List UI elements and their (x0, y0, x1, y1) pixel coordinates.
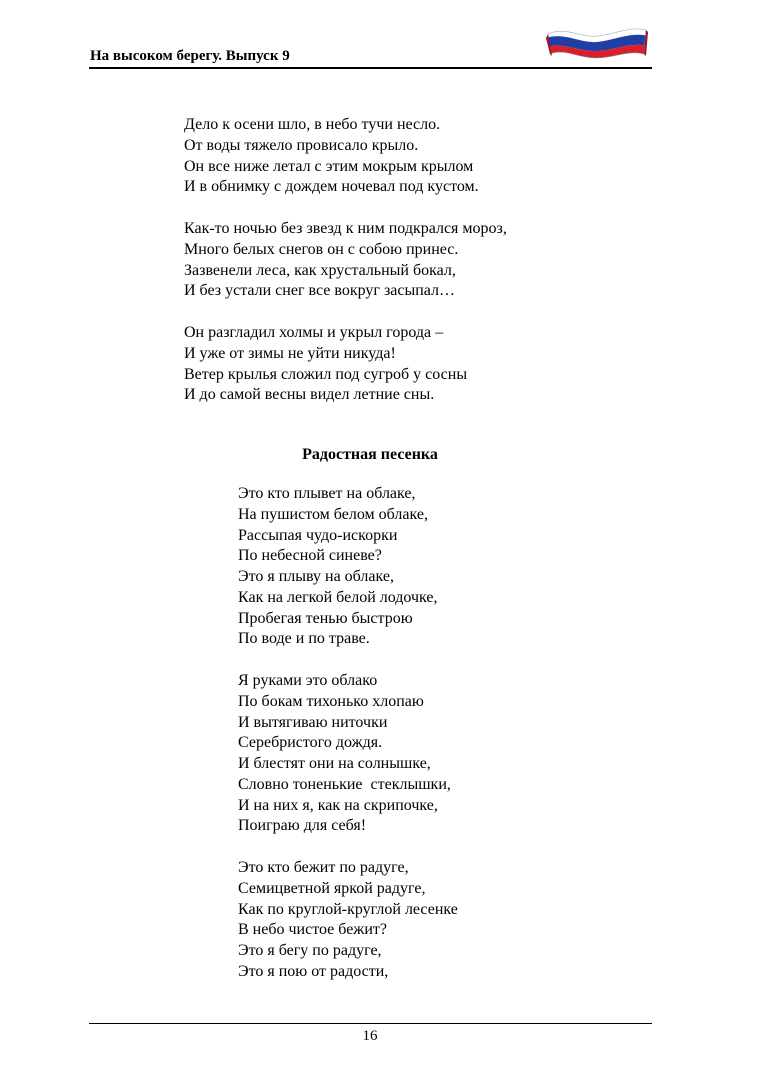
verse-line: Это кто плывет на облаке, (238, 485, 416, 502)
poem-top (184, 115, 507, 406)
verse-line: И до самой весны видел летние сны. (184, 386, 435, 404)
verse-line: Это я плыву на облаке, (238, 568, 394, 585)
verse-line: От воды тяжело провисало крыло. (184, 136, 419, 154)
verse-line: По воде и по траве. (238, 630, 370, 648)
verse-line: И в обнимку с дождем ночевал под кустом. (184, 178, 479, 196)
stanza (238, 484, 458, 650)
verse-line: Как по круглой-круглой лесенке (238, 900, 458, 918)
verse-line: И уже от зимы не уйти никуда! (184, 344, 396, 362)
verse-line: Ветер крылья сложил под сугроб у сосны (184, 365, 468, 383)
poem-song (238, 484, 458, 983)
verse-line: Много белых снегов он с собою принес. (184, 240, 459, 258)
verse-line: Это я бегу по радуге, (238, 942, 382, 959)
verse-line: Он все ниже летал с этим мокрым крылом (184, 157, 474, 175)
verse-line: По небесной синеве? (238, 547, 382, 565)
verse-line: Это я пою от радости, (238, 962, 389, 980)
page-number: 16 (362, 1028, 378, 1044)
verse-line: И блестят они на солнышке, (238, 755, 431, 772)
header-rule (89, 67, 652, 69)
stanza (184, 219, 507, 302)
verse-line: И без устали снег все вокруг засыпал… (184, 282, 455, 300)
verse-line: Как на легкой белой лодочке, (238, 588, 438, 606)
stanza (238, 671, 458, 837)
verse-line: Словно тоненькие стеклышки, (238, 775, 451, 793)
verse-line: Рассыпая чудо-искорки (238, 526, 398, 544)
russian-flag-ribbon-icon (546, 24, 648, 60)
footer-rule (89, 1023, 652, 1024)
verse-line: В небо чистое бежит? (238, 921, 388, 939)
verse-line: Он разгладил холмы и укрыл города – (184, 324, 444, 341)
running-header-title: На высоком берегу. Выпуск 9 (90, 48, 290, 64)
verse-line: Поиграю для себя! (238, 817, 367, 835)
verse-line: Пробегая тенью быстрою (238, 609, 413, 627)
stanza (238, 858, 458, 983)
verse-line: Как-то ночью без звезд к ним подкрался мороз, (184, 220, 507, 237)
verse-line: Зазвенели леса, как хрустальный бокал, (184, 261, 456, 279)
verse-line: И вытягиваю ниточки (238, 713, 388, 731)
verse-line: Серебристого дождя. (238, 734, 383, 752)
verse-line: По бокам тихонько хлопаю (238, 692, 424, 710)
verse-line: Я руками это облако (238, 672, 378, 689)
verse-line: И на них я, как на скрипочке, (238, 796, 438, 814)
verse-line: Это кто бежит по радуге, (238, 859, 409, 876)
stanza (184, 115, 507, 198)
verse-line: Дело к осени шло, в небо тучи несло. (184, 116, 441, 133)
verse-line: На пушистом белом облаке, (238, 505, 428, 523)
song-title: Радостная песенка (302, 446, 438, 463)
stanza (184, 323, 507, 406)
verse-line: Семицветной яркой радуге, (238, 879, 426, 897)
